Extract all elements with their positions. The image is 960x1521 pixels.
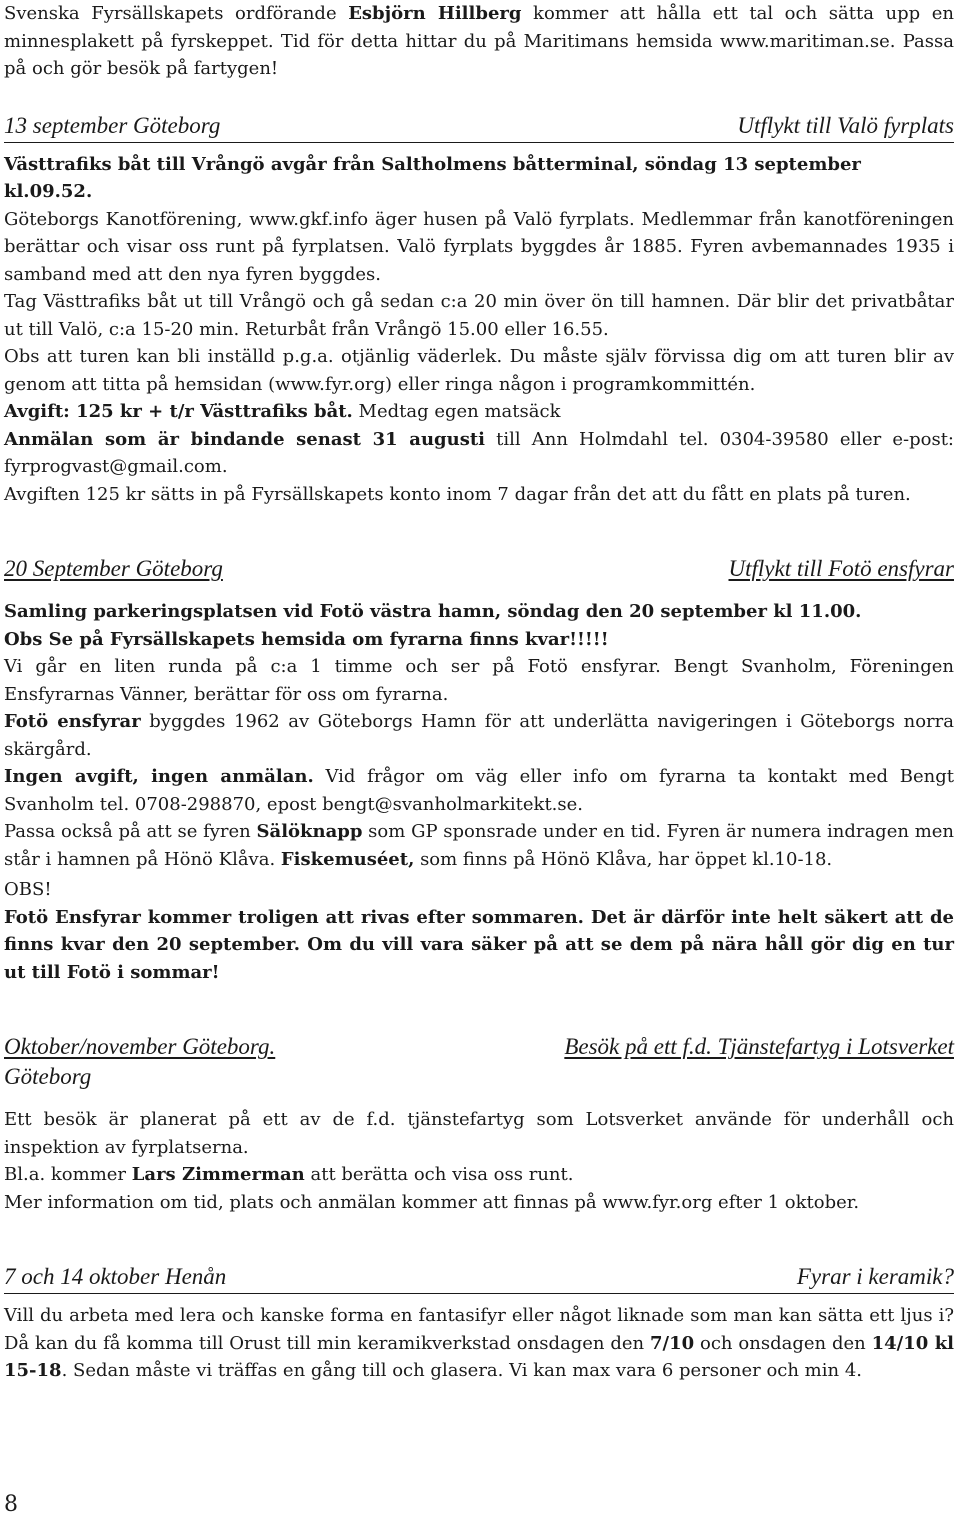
section-date-location: Oktober/november Göteborg. [4,1034,276,1059]
intro-paragraph: Svenska Fyrsällskapets ordförande Esbjörn Hillberg kommer att hålla ett tal och sätta upp en minnesplakett på fyrskeppet. Tid för detta hittar du på Maritimans hemsida www.maritiman.se. Passa på och gör besök på fartygen! [4,3,954,79]
section-title: Utflykt till Valö fyrplats [737,112,954,138]
paragraph: Vi går en liten runda på c:a 1 timme och ser på Fotö ensfyrar. Bengt Svanholm, Föreningen Ensfyrarnas Vänner, berättar för oss om fyrarna. [4,656,954,705]
paragraph: Anmälan som är bindande senast 31 augusti till Ann Holmdahl tel. 0304-39580 eller e-post: fyrprogvast@gmail.com. [4,428,954,477]
section-header-keramik [4,1262,954,1294]
speaker-name: Esbjörn Hillberg [348,3,522,24]
section-date-location: 13 september Göteborg [4,112,221,138]
section-location: Göteborg [4,1064,92,1089]
paragraph: Avgiften 125 kr sätts in på Fyrsällskapets konto inom 7 dagar från det att du fått en plats på turen. [4,483,911,505]
paragraph: Mer information om tid, plats och anmälan kommer att finnas på www.fyr.org efter 1 oktober. [4,1191,860,1213]
page: Svenska Fyrsällskapets ordförande Esbjörn Hillberg kommer att hålla ett tal och sätta upp en minnesplakett på fyrskeppet. Tid för detta hittar du på Maritimans hemsida www.maritiman.se. Passa på och gör besök på fartygen! 13 september Göteborg Utflykt till Valö fyrplats Västtrafiks båt till Vrångö avgår från Saltholmens båtterminal, söndag 13 september kl.09.52. Göteborgs Kanotförening, www.gkf.info äger husen på Valö fyrplats. Medlemmar från kanotföreningen berättar och visar oss runt på fyrplatsen. Valö fyrplats byggdes år 1885. Fyren avbemannades 1935 i samband med att den nya fyren byggdes. Tag Västtrafiks båt ut till Vrångö och gå sedan c:a 20 min över ön till hamnen. Där blir det privatbåtar ut till Valö, c:a 15-20 min. Returbåt från Vrångö 15.00 eller 16.55. Obs att turen kan bli inställd p.g.a. otjänlig väderlek. Du måste själv förvissa dig om att turen blir av genom att titta på hemsidan (www.fyr.org) eller ringa någon i programkommittén. Avgift: 125 kr + t/r Västtrafiks båt. Medtag egen matsäck Anmälan som är bindande senast 31 augusti till Ann Holmdahl tel. 0304-39580 eller e-post: fyrprogvast@gmail.com. Avgiften 125 kr sätts in på Fyrsällskapets konto inom 7 dagar från det att du fått en plats på turen. 20 September Göteborg Utflykt till Fotö ensfyrar Samling parkeringsplatsen vid Fotö västra hamn, söndag den 20 september kl 11.00. Obs Se på Fyrsällskapets hemsida om fyrarna finns kvar!!!!! Vi går en liten runda på c:a 1 timme och ser på Fotö ensfyrar. Bengt Svanholm, Föreningen Ensfyrarnas Vänner, berättar för oss om fyrarna. Fotö ensfyrar byggdes 1962 av Göteborgs Hamn för att underlätta navigeringen i Göteborgs norra skärgård. Ingen avgift, ingen anmälan. Vid frågor om väg eller info om fyrarna ta kontakt med Bengt Svanholm tel. 0708-298870, epost bengt@svanholmarkitekt.se. Passa också på att se fyren Sälöknapp som GP sponsrade under en tid. Fyren är numera indragen men står i hamnen på Hönö Klåva. Fiskemuséet, som finns på Hönö Klåva, har öppet kl.10-18. OBS! Fotö Ensfyrar kommer troligen att rivas efter sommaren. Det är därför inte helt säkert att de finns kvar den 20 september. Om du vill vara säker på att se dem på nära håll gör dig en tur ut till Fotö i sommar! Oktober/november Göteborg. Besök på ett f.d. Tjänstefartyg i Lotsverket Göteborg Ett besök är planerat på ett av de f.d. tjänstefartyg som Lotsverket använde för underhåll och inspektion av fyrplatserna. Bl.a. kommer Lars Zimmerman att berätta och visa oss runt. Mer information om tid, plats och anmälan kommer att finnas på www.fyr.org efter 1 oktober. 7 och 14 oktober Henån Fyrar i keramik? Vill du arbeta med lera och kanske forma en fantasifyr eller något liknade som man kan sätta ett ljus i? Då kan du få komma till Orust till min keramikverkstad onsdagen den 7/10 och onsdagen den 14/10 kl 15-18. Sedan måste vi träffas en gång till och glasera. Vi kan max vara 6 personer och min 4. [4,0,954,1385]
departure-info: Västtrafiks båt till Vrångö avgår från Saltholmens båtterminal, söndag 13 september kl.09.52. [4,153,861,202]
paragraph: Obs att turen kan bli inställd p.g.a. otjänlig väderlek. Du måste själv förvissa dig om att turen blir av genom att titta på hemsidan (www.fyr.org) eller ringa någon i programkommittén. [4,346,954,395]
page-number: 8 [4,1492,18,1517]
section-title: Fyrar i keramik? [796,1264,954,1289]
paragraph: Göteborgs Kanotförening, www.gkf.info äger husen på Valö fyrplats. Medlemmar från kanotföreningen berättar och visar oss runt på fyrplatsen. Valö fyrplats byggdes år 1885. Fyren avbemannades 1935 i samband med att den nya fyren byggdes. [4,208,954,285]
paragraph: Passa också på att se fyren Sälöknapp som GP sponsrade under en tid. Fyren är numera indragen men står i hamnen på Hönö Klåva. Fiskemuséet, som finns på Hönö Klåva, har öppet kl.10-18. [4,821,955,870]
paragraph: Tag Västtrafiks båt ut till Vrångö och gå sedan c:a 20 min över ön till hamnen. Där blir det privatbåtar ut till Valö, c:a 15-20 min. Returbåt från Vrångö 15.00 eller 16.55. [4,291,954,340]
section-header-lotsverket [4,1032,954,1062]
section-date-location: 7 och 14 oktober Henån [4,1264,227,1289]
paragraph: Ett besök är planerat på ett av de f.d. tjänstefartyg som Lotsverket använde för underhåll och inspektion av fyrplatserna. [4,1109,954,1158]
section-title: Besök på ett f.d. Tjänstefartyg i Lotsverket [564,1034,954,1059]
section-title: Utflykt till Fotö ensfyrar [728,556,954,581]
paragraph: Bl.a. kommer Lars Zimmerman att berätta och visa oss runt. [4,1164,574,1185]
section-date-location: 20 September Göteborg [4,556,223,581]
paragraph: Vill du arbeta med lera och kanske forma en fantasifyr eller något liknade som man kan sätta ett ljus i? Då kan du få komma till Orust till min keramikverkstad onsdagen den 7/10 och onsdagen den 14/10 kl 15-18. Sedan måste vi träffas en gång till och glasera. Vi kan max vara 6 personer och min 4. [4,1305,955,1381]
paragraph: Fotö ensfyrar byggdes 1962 av Göteborgs Hamn för att underlätta navigeringen i Göteborgs norra skärgård. [4,711,954,760]
obs-label: OBS! [4,879,52,900]
section-header-valo [4,111,954,143]
paragraph: Fotö Ensfyrar kommer troligen att rivas efter sommaren. Det är därför inte helt säkert att de finns kvar den 20 september. Om du vill vara säker på att se dem på nära håll gör dig en tur ut till Fotö i sommar! [4,906,954,983]
paragraph: Avgift: 125 kr + t/r Västtrafiks båt. Medtag egen matsäck [4,401,561,422]
paragraph: Ingen avgift, ingen anmälan. Vid frågor om väg eller info om fyrarna ta kontakt med Bengt Svanholm tel. 0708-298870, epost bengt@svanholmarkitekt.se. [4,766,954,815]
section-header-foto [4,554,954,584]
